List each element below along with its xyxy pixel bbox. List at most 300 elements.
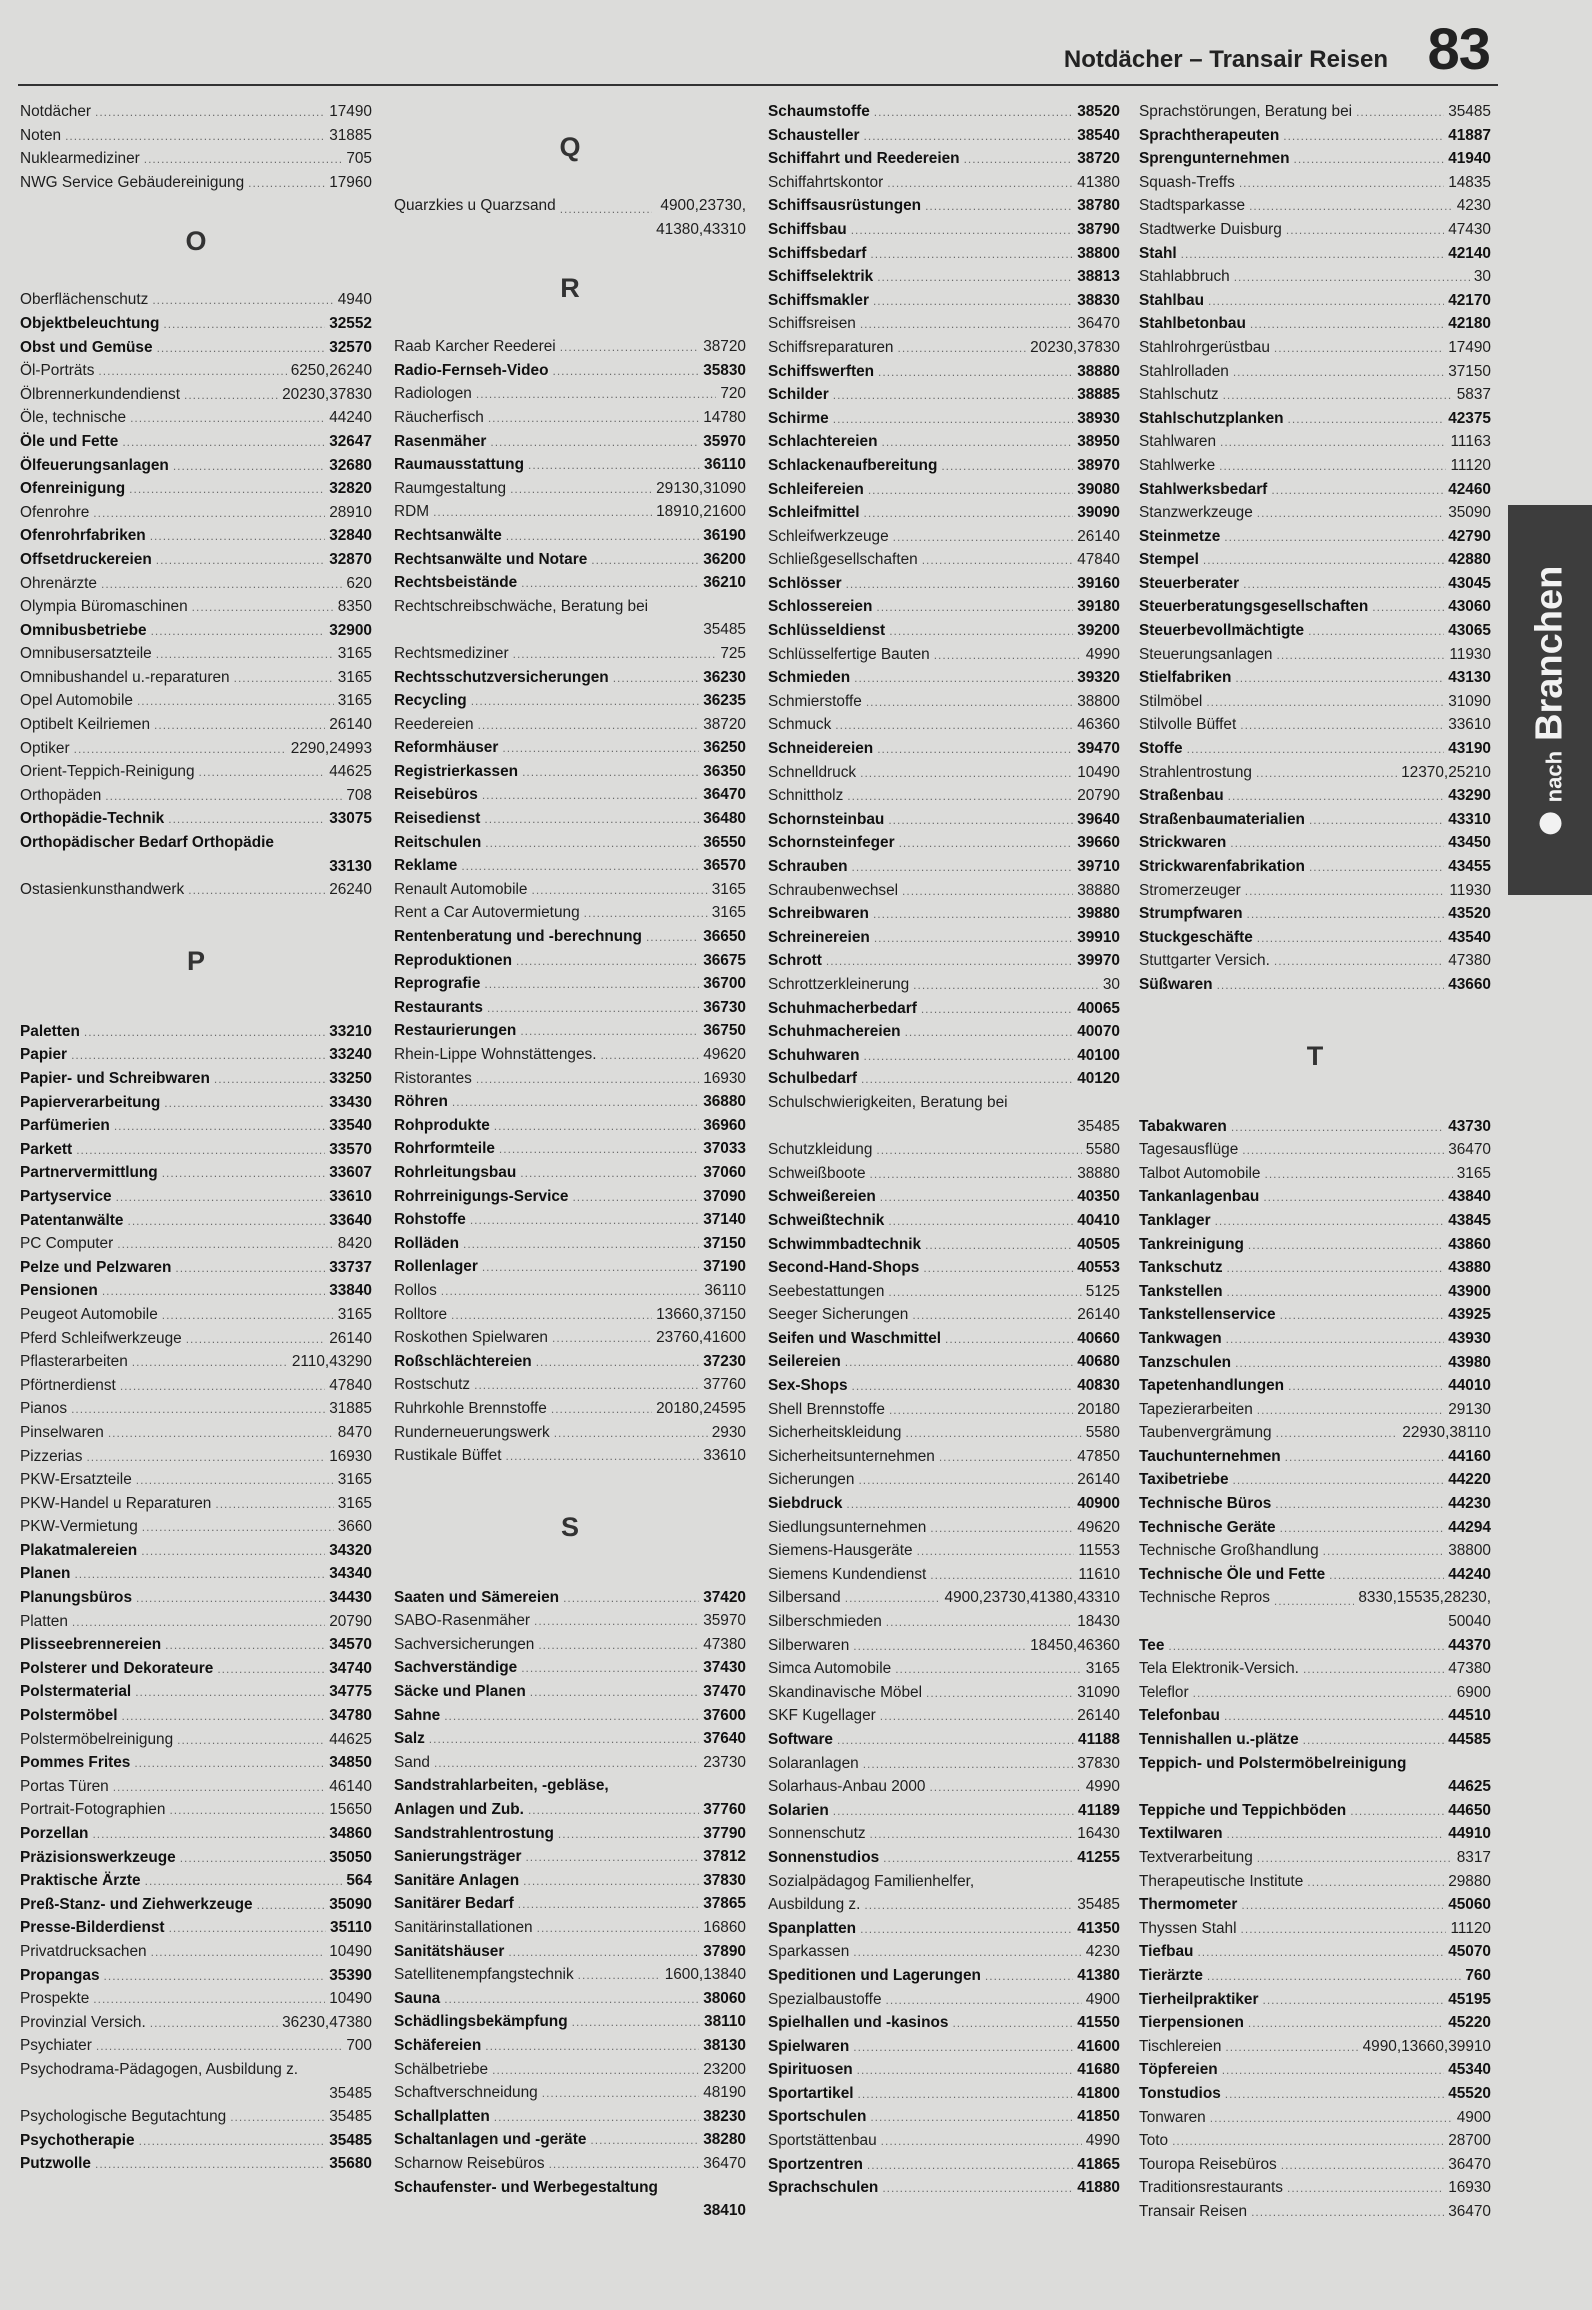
directory-entry[interactable] [768,242,1120,266]
directory-entry[interactable] [768,831,1120,855]
directory-entry[interactable] [20,454,372,478]
directory-entry[interactable] [1139,265,1491,289]
directory-entry[interactable] [768,761,1120,785]
directory-entry[interactable] [1139,1657,1491,1681]
directory-entry[interactable] [20,1138,372,1162]
directory-entry[interactable] [1139,1421,1491,1445]
directory-entry[interactable] [1139,643,1491,667]
directory-entry[interactable] [1139,147,1491,171]
directory-entry[interactable] [20,1397,372,1421]
directory-entry[interactable] [768,336,1120,360]
directory-entry[interactable] [768,997,1120,1021]
directory-entry[interactable] [1139,949,1491,973]
directory-entry[interactable] [1139,171,1491,195]
directory-entry[interactable] [394,194,746,241]
directory-entry[interactable] [20,1091,372,1115]
directory-entry[interactable] [768,1138,1120,1162]
directory-entry[interactable] [394,1656,746,1680]
directory-entry[interactable] [768,1091,1120,1138]
directory-entry[interactable] [394,524,746,548]
directory-entry[interactable] [394,1822,746,1846]
directory-entry[interactable] [768,1586,1120,1610]
directory-entry[interactable] [768,312,1120,336]
directory-entry[interactable] [394,1161,746,1185]
directory-entry[interactable] [20,1751,372,1775]
directory-entry[interactable] [20,1539,372,1563]
directory-entry[interactable] [768,171,1120,195]
directory-entry[interactable] [20,784,372,808]
directory-entry[interactable] [768,926,1120,950]
directory-entry[interactable] [768,2035,1120,2059]
directory-entry[interactable] [768,1846,1120,1870]
directory-entry[interactable] [394,1373,746,1397]
directory-entry[interactable] [768,1256,1120,1280]
directory-entry[interactable] [20,1775,372,1799]
directory-entry[interactable] [20,1869,372,1893]
directory-entry[interactable] [20,1020,372,1044]
directory-entry[interactable] [394,996,746,1020]
directory-entry[interactable] [394,1232,746,1256]
directory-entry[interactable] [1139,2058,1491,2082]
directory-entry[interactable] [394,2081,746,2105]
directory-entry[interactable] [20,1114,372,1138]
directory-entry[interactable] [20,713,372,737]
directory-entry[interactable] [1139,2176,1491,2200]
directory-entry[interactable] [1139,1799,1491,1823]
directory-entry[interactable] [768,1374,1120,1398]
directory-entry[interactable] [20,642,372,666]
directory-entry[interactable] [20,1256,372,1280]
directory-entry[interactable] [1139,1516,1491,1540]
directory-entry[interactable] [20,1704,372,1728]
directory-entry[interactable] [394,1421,746,1445]
directory-entry[interactable] [20,1185,372,1209]
directory-entry[interactable] [768,1610,1120,1634]
directory-entry[interactable] [20,1374,372,1398]
directory-entry[interactable] [20,595,372,619]
directory-entry[interactable] [1139,1917,1491,1941]
directory-entry[interactable] [768,1303,1120,1327]
directory-entry[interactable] [768,1162,1120,1186]
directory-entry[interactable] [1139,1846,1491,1870]
directory-entry[interactable] [1139,218,1491,242]
directory-entry[interactable] [394,1255,746,1279]
directory-entry[interactable] [20,1680,372,1704]
directory-entry[interactable] [768,383,1120,407]
directory-entry[interactable] [768,289,1120,313]
directory-entry[interactable] [20,548,372,572]
directory-entry[interactable] [1139,2082,1491,2106]
directory-entry[interactable] [20,100,372,124]
directory-entry[interactable] [1139,2035,1491,2059]
directory-entry[interactable] [1139,973,1491,997]
directory-entry[interactable] [768,1398,1120,1422]
directory-entry[interactable] [1139,879,1491,903]
directory-entry[interactable] [1139,1492,1491,1516]
directory-entry[interactable] [768,879,1120,903]
directory-entry[interactable] [1139,1209,1491,1233]
directory-entry[interactable] [20,1822,372,1846]
directory-entry[interactable] [1139,1115,1491,1139]
directory-entry[interactable] [768,973,1120,997]
directory-entry[interactable] [394,925,746,949]
directory-entry[interactable] [768,1067,1120,1091]
directory-entry[interactable] [1139,737,1491,761]
directory-entry[interactable] [394,1350,746,1374]
directory-entry[interactable] [1139,100,1491,124]
directory-entry[interactable] [1139,784,1491,808]
directory-entry[interactable] [20,666,372,690]
directory-entry[interactable] [20,336,372,360]
directory-entry[interactable] [20,1515,372,1539]
directory-entry[interactable] [394,713,746,737]
directory-entry[interactable] [394,1586,746,1610]
directory-entry[interactable] [1139,808,1491,832]
directory-entry[interactable] [20,430,372,454]
directory-entry[interactable] [20,1043,372,1067]
directory-entry[interactable] [394,2034,746,2058]
directory-entry[interactable] [20,2105,372,2129]
directory-entry[interactable] [768,784,1120,808]
directory-entry[interactable] [394,1185,746,1209]
directory-entry[interactable] [20,1161,372,1185]
directory-entry[interactable] [20,1445,372,1469]
directory-entry[interactable] [768,1327,1120,1351]
directory-entry[interactable] [1139,1351,1491,1375]
directory-entry[interactable] [1139,1988,1491,2012]
directory-entry[interactable] [768,808,1120,832]
directory-entry[interactable] [1139,1940,1491,1964]
directory-entry[interactable] [768,737,1120,761]
directory-entry[interactable] [394,453,746,477]
directory-entry[interactable] [1139,312,1491,336]
directory-entry[interactable] [20,1798,372,1822]
directory-entry[interactable] [1139,336,1491,360]
directory-entry[interactable] [20,760,372,784]
directory-entry[interactable] [394,1869,746,1893]
directory-entry[interactable] [394,335,746,359]
directory-entry[interactable] [1139,1374,1491,1398]
directory-entry[interactable] [20,1633,372,1657]
directory-entry[interactable] [394,1963,746,1987]
directory-entry[interactable] [1139,926,1491,950]
directory-entry[interactable] [768,1940,1120,1964]
directory-entry[interactable] [394,878,746,902]
directory-entry[interactable] [20,807,372,831]
directory-entry[interactable] [768,949,1120,973]
directory-entry[interactable] [394,548,746,572]
directory-entry[interactable] [394,430,746,454]
directory-entry[interactable] [394,1444,746,1468]
directory-entry[interactable] [768,360,1120,384]
directory-entry[interactable] [768,1799,1120,1823]
directory-entry[interactable] [20,1893,372,1917]
directory-entry[interactable] [768,1445,1120,1469]
directory-entry[interactable] [20,288,372,312]
directory-entry[interactable] [768,1185,1120,1209]
directory-entry[interactable] [1139,383,1491,407]
directory-entry[interactable] [1139,1398,1491,1422]
directory-entry[interactable] [768,1704,1120,1728]
directory-entry[interactable] [768,1822,1120,1846]
directory-entry[interactable] [20,1562,372,1586]
directory-entry[interactable] [1139,360,1491,384]
directory-entry[interactable] [394,1090,746,1114]
directory-entry[interactable] [394,359,746,383]
directory-entry[interactable] [394,571,746,595]
directory-entry[interactable] [20,1610,372,1634]
directory-entry[interactable] [394,689,746,713]
directory-entry[interactable] [20,2034,372,2058]
directory-entry[interactable] [768,1752,1120,1776]
directory-entry[interactable] [1139,831,1491,855]
directory-entry[interactable] [20,1964,372,1988]
directory-entry[interactable] [1139,1870,1491,1894]
directory-entry[interactable] [394,666,746,690]
directory-entry[interactable] [20,1728,372,1752]
directory-entry[interactable] [394,1208,746,1232]
directory-entry[interactable] [394,1279,746,1303]
directory-entry[interactable] [1139,501,1491,525]
directory-entry[interactable] [394,642,746,666]
directory-entry[interactable] [394,1114,746,1138]
directory-entry[interactable] [20,1350,372,1374]
directory-entry[interactable] [1139,2200,1491,2224]
directory-entry[interactable] [1139,1964,1491,1988]
directory-entry[interactable] [20,619,372,643]
directory-entry[interactable] [20,737,372,761]
directory-entry[interactable] [1139,478,1491,502]
directory-entry[interactable] [20,689,372,713]
directory-entry[interactable] [20,1067,372,1091]
directory-entry[interactable] [1139,855,1491,879]
directory-entry[interactable] [768,1775,1120,1799]
directory-entry[interactable] [394,1303,746,1327]
directory-entry[interactable] [768,218,1120,242]
directory-entry[interactable] [394,1845,746,1869]
directory-entry[interactable] [394,1019,746,1043]
directory-entry[interactable] [768,1964,1120,1988]
directory-entry[interactable] [768,1020,1120,1044]
directory-entry[interactable] [768,147,1120,171]
directory-entry[interactable] [768,2176,1120,2200]
directory-entry[interactable] [1139,1327,1491,1351]
directory-entry[interactable] [1139,2129,1491,2153]
directory-entry[interactable] [1139,124,1491,148]
directory-entry[interactable] [768,2082,1120,2106]
directory-entry[interactable] [1139,1704,1491,1728]
directory-entry[interactable] [394,2152,746,2176]
directory-entry[interactable] [1139,1728,1491,1752]
directory-entry[interactable] [768,478,1120,502]
directory-entry[interactable] [394,1916,746,1940]
directory-entry[interactable] [394,1609,746,1633]
directory-entry[interactable] [1139,548,1491,572]
directory-entry[interactable] [20,1303,372,1327]
directory-entry[interactable] [768,1681,1120,1705]
directory-entry[interactable] [20,1232,372,1256]
directory-entry[interactable] [20,1846,372,1870]
directory-entry[interactable] [1139,194,1491,218]
directory-entry[interactable] [1139,2011,1491,2035]
directory-entry[interactable] [20,1492,372,1516]
directory-entry[interactable] [1139,1138,1491,1162]
directory-entry[interactable] [394,1892,746,1916]
directory-entry[interactable] [394,783,746,807]
directory-entry[interactable] [1139,1303,1491,1327]
directory-entry[interactable] [768,1634,1120,1658]
directory-entry[interactable] [394,2058,746,2082]
directory-entry[interactable] [768,1233,1120,1257]
directory-entry[interactable] [394,406,746,430]
directory-entry[interactable] [20,1279,372,1303]
directory-entry[interactable] [1139,1185,1491,1209]
directory-entry[interactable] [394,854,746,878]
directory-entry[interactable] [1139,713,1491,737]
directory-entry[interactable] [20,124,372,148]
directory-entry[interactable] [394,1751,746,1775]
directory-entry[interactable] [1139,1468,1491,1492]
directory-entry[interactable] [20,1586,372,1610]
directory-entry[interactable] [394,382,746,406]
directory-entry[interactable] [394,1043,746,1067]
directory-entry[interactable] [1139,289,1491,313]
directory-entry[interactable] [1139,242,1491,266]
directory-entry[interactable] [768,1657,1120,1681]
directory-entry[interactable] [394,1067,746,1091]
directory-entry[interactable] [20,2152,372,2176]
directory-entry[interactable] [1139,902,1491,926]
directory-entry[interactable] [768,2153,1120,2177]
directory-entry[interactable] [394,1633,746,1657]
directory-entry[interactable] [394,595,746,642]
directory-entry[interactable] [20,878,372,902]
directory-entry[interactable] [768,855,1120,879]
directory-entry[interactable] [394,2176,746,2223]
directory-entry[interactable] [394,2010,746,2034]
directory-entry[interactable] [394,1774,746,1821]
directory-entry[interactable] [768,1539,1120,1563]
directory-entry[interactable] [20,2011,372,2035]
directory-entry[interactable] [768,643,1120,667]
directory-entry[interactable] [394,1397,746,1421]
directory-entry[interactable] [394,972,746,996]
directory-entry[interactable] [20,477,372,501]
directory-entry[interactable] [768,1516,1120,1540]
branchen-index-tab[interactable] [1508,505,1592,895]
directory-entry[interactable] [1139,430,1491,454]
directory-entry[interactable] [1139,1893,1491,1917]
directory-entry[interactable] [20,1940,372,1964]
directory-entry[interactable] [394,1680,746,1704]
directory-entry[interactable] [768,2129,1120,2153]
directory-entry[interactable] [1139,690,1491,714]
directory-entry[interactable] [394,949,746,973]
directory-entry[interactable] [1139,1233,1491,1257]
directory-entry[interactable] [768,666,1120,690]
directory-entry[interactable] [768,100,1120,124]
directory-entry[interactable] [1139,761,1491,785]
directory-entry[interactable] [394,1326,746,1350]
directory-entry[interactable] [1139,595,1491,619]
directory-entry[interactable] [20,1657,372,1681]
directory-entry[interactable] [394,2128,746,2152]
directory-entry[interactable] [768,1044,1120,1068]
directory-entry[interactable] [768,619,1120,643]
directory-entry[interactable] [1139,407,1491,431]
directory-entry[interactable] [1139,1634,1491,1658]
directory-entry[interactable] [1139,1256,1491,1280]
directory-entry[interactable] [1139,2153,1491,2177]
directory-entry[interactable] [394,807,746,831]
directory-entry[interactable] [1139,1681,1491,1705]
directory-entry[interactable] [20,1209,372,1233]
directory-entry[interactable] [768,1280,1120,1304]
directory-entry[interactable] [394,1137,746,1161]
directory-entry[interactable] [20,501,372,525]
directory-entry[interactable] [20,2129,372,2153]
directory-entry[interactable] [1139,1563,1491,1587]
directory-entry[interactable] [20,383,372,407]
directory-entry[interactable] [20,171,372,195]
directory-entry[interactable] [394,477,746,501]
directory-entry[interactable] [768,1209,1120,1233]
directory-entry[interactable] [768,1492,1120,1516]
directory-entry[interactable] [768,1468,1120,1492]
directory-entry[interactable] [768,454,1120,478]
directory-entry[interactable] [20,406,372,430]
directory-entry[interactable] [1139,1752,1491,1799]
directory-entry[interactable] [768,572,1120,596]
directory-entry[interactable] [1139,454,1491,478]
directory-entry[interactable] [768,1728,1120,1752]
directory-entry[interactable] [20,312,372,336]
directory-entry[interactable] [768,713,1120,737]
directory-entry[interactable] [20,831,372,878]
directory-entry[interactable] [768,501,1120,525]
directory-entry[interactable] [1139,1162,1491,1186]
directory-entry[interactable] [1139,2106,1491,2130]
directory-entry[interactable] [394,500,746,524]
directory-entry[interactable] [768,2058,1120,2082]
directory-entry[interactable] [768,407,1120,431]
directory-entry[interactable] [768,2011,1120,2035]
directory-entry[interactable] [1139,1539,1491,1563]
directory-entry[interactable] [20,1468,372,1492]
directory-entry[interactable] [1139,1280,1491,1304]
directory-entry[interactable] [20,572,372,596]
directory-entry[interactable] [768,1421,1120,1445]
directory-entry[interactable] [768,194,1120,218]
directory-entry[interactable] [394,901,746,925]
directory-entry[interactable] [1139,666,1491,690]
directory-entry[interactable] [1139,572,1491,596]
directory-entry[interactable] [768,690,1120,714]
directory-entry[interactable] [394,736,746,760]
directory-entry[interactable] [1139,1822,1491,1846]
directory-entry[interactable] [394,1704,746,1728]
directory-entry[interactable] [1139,1586,1491,1633]
directory-entry[interactable] [1139,1445,1491,1469]
directory-entry[interactable] [20,1421,372,1445]
directory-entry[interactable] [394,760,746,784]
directory-entry[interactable] [20,1327,372,1351]
directory-entry[interactable] [394,1987,746,2011]
directory-entry[interactable] [20,524,372,548]
directory-entry[interactable] [20,2058,372,2105]
directory-entry[interactable] [394,1940,746,1964]
directory-entry[interactable] [1139,525,1491,549]
